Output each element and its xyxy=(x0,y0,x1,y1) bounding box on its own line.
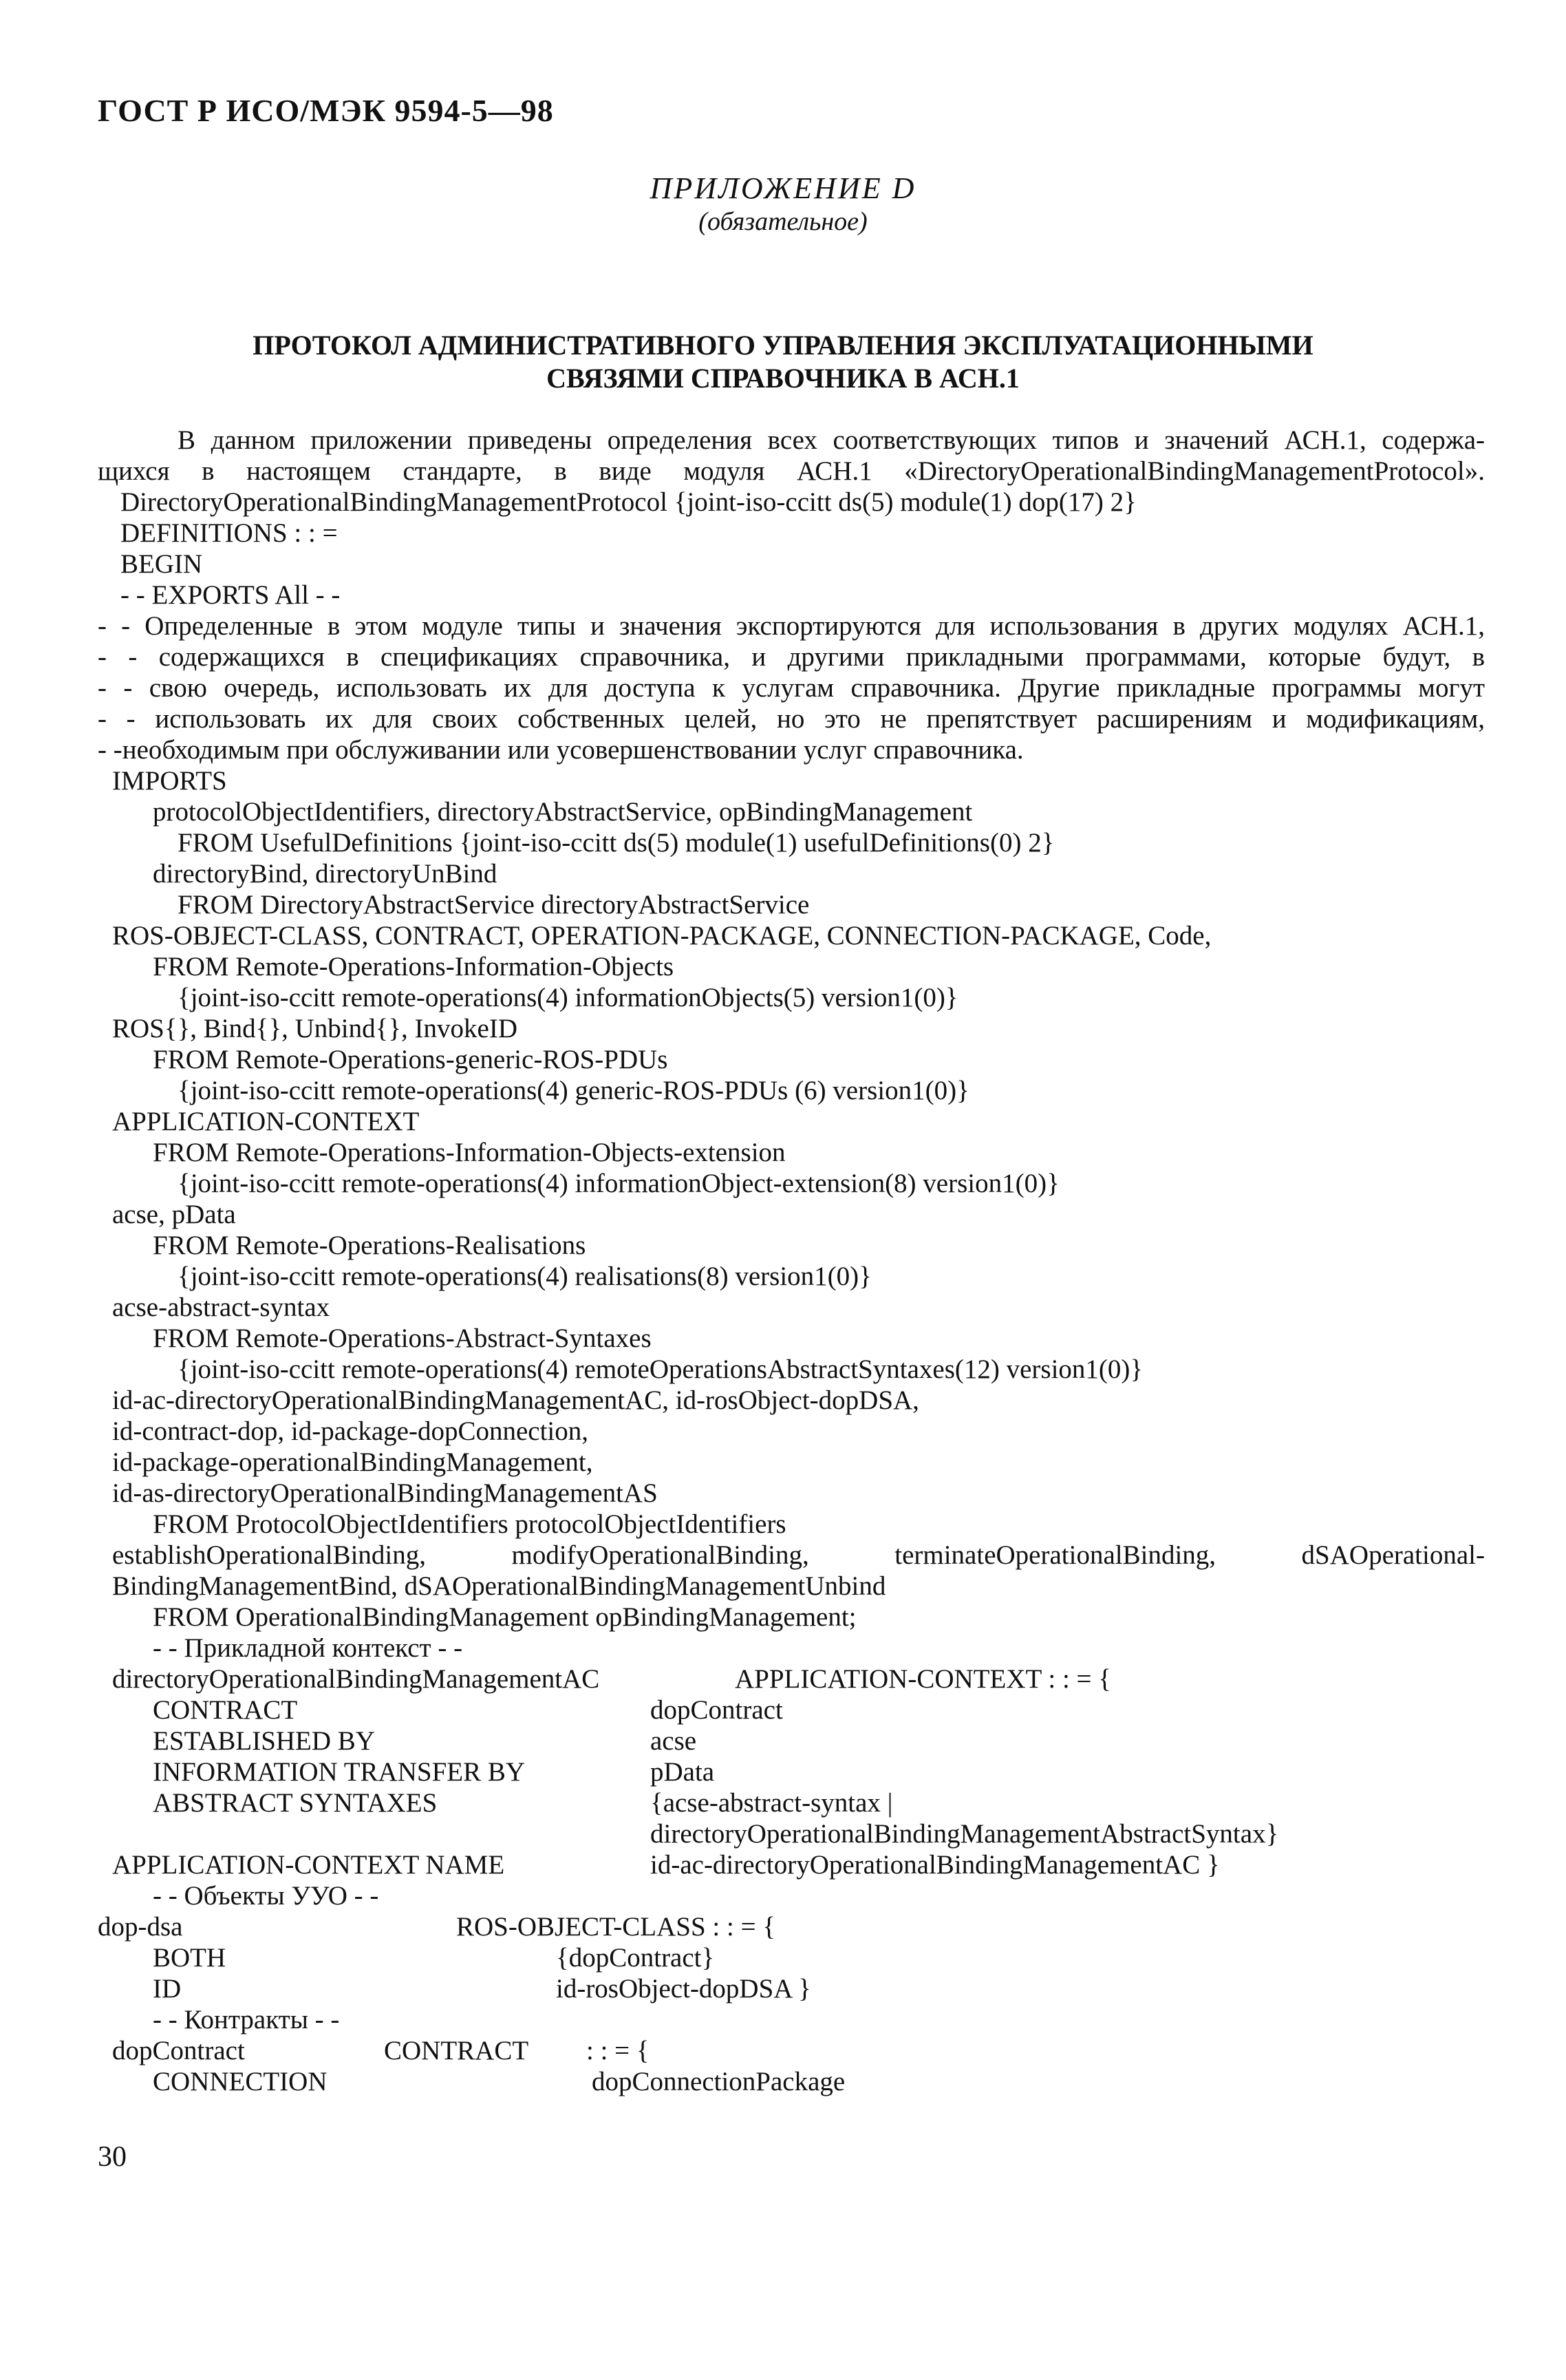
field-value: {dopContract} xyxy=(556,1943,715,1973)
module-header: DirectoryOperationalBindingManagementProtocol {joint-iso-ccitt ds(5) module(1) dop(17) 2} xyxy=(120,487,1137,517)
appendix-status: (обязательное) xyxy=(698,207,868,236)
app-context-name: directoryOperationalBindingManagementAC xyxy=(112,1664,600,1694)
comment-line-2: - - содержащихся в спецификациях справочника, и другими прикладными программами, которые будут, в xyxy=(98,642,1485,672)
code-line: {joint-iso-ccitt remote-operations(4) remoteOperationsAbstractSyntaxes(12) version1(0)} xyxy=(178,1354,1144,1384)
definitions-line: DEFINITIONS : : = xyxy=(120,518,338,548)
imports-line: IMPORTS xyxy=(112,766,227,796)
field-value-continuation: directoryOperationalBindingManagementAbstractSyntax} xyxy=(650,1819,1279,1849)
code-line: BindingManagementBind, dSAOperationalBindingManagementUnbind xyxy=(112,1571,886,1601)
code-line: FROM UsefulDefinitions {joint-iso-ccitt ds(5) module(1) usefulDefinitions(0) 2} xyxy=(178,828,1055,858)
field-key: APPLICATION-CONTEXT NAME xyxy=(112,1850,505,1880)
comment-line-3: - - свою очередь, использовать их для доступа к услугам справочника. Другие прикладные программы могут xyxy=(98,673,1485,703)
field-value: id-rosObject-dopDSA } xyxy=(556,1974,811,2004)
title-line-1: ПРОТОКОЛ АДМИНИСТРАТИВНОГО УПРАВЛЕНИЯ ЭКСПЛУАТАЦИОННЫМИ xyxy=(253,330,1313,361)
app-context-assign: APPLICATION-CONTEXT : : = { xyxy=(735,1664,1111,1694)
comment-objects: - - Объекты УУО - - xyxy=(153,1881,379,1911)
appendix-label: ПРИЛОЖЕНИЕ D xyxy=(650,171,916,205)
object-name: dop-dsa xyxy=(98,1912,183,1942)
comment-contracts: - - Контракты - - xyxy=(153,2005,340,2034)
code-line: FROM DirectoryAbstractService directoryAbstractService xyxy=(178,890,810,920)
field-key: ID xyxy=(153,1974,182,2004)
field-key: BOTH xyxy=(153,1943,226,1973)
comment-app-context: - - Прикладной контекст - - xyxy=(153,1633,463,1663)
code-line: directoryBind, directoryUnBind xyxy=(153,859,497,889)
title-line-2: СВЯЗЯМИ СПРАВОЧНИКА В АСН.1 xyxy=(546,363,1020,394)
comment-line-5: - -необходимым при обслуживании или усовершенствовании услуг справочника. xyxy=(98,735,1024,765)
code-line: protocolObjectIdentifiers, directoryAbstractService, opBindingManagement xyxy=(153,797,973,827)
field-value: {acse-abstract-syntax | xyxy=(650,1788,893,1818)
contract-assign: : : = { xyxy=(586,2036,650,2065)
code-line: FROM ProtocolObjectIdentifiers protocolObjectIdentifiers xyxy=(153,1509,786,1539)
code-line: id-as-directoryOperationalBindingManagementAS xyxy=(112,1478,658,1508)
field-key: INFORMATION TRANSFER BY xyxy=(153,1757,526,1787)
field-value: id-ac-directoryOperationalBindingManagementAC } xyxy=(650,1850,1220,1880)
page-number: 30 xyxy=(98,2141,127,2173)
field-key: CONTRACT xyxy=(153,1695,298,1725)
code-line: {joint-iso-ccitt remote-operations(4) informationObjects(5) version1(0)} xyxy=(178,983,958,1012)
exports-line: - - EXPORTS All - - xyxy=(120,580,341,610)
code-line: ROS-OBJECT-CLASS, CONTRACT, OPERATION-PACKAGE, CONNECTION-PACKAGE, Code, xyxy=(112,921,1212,950)
code-line: FROM Remote-Operations-Information-Objects xyxy=(153,952,674,981)
contract-type: CONTRACT xyxy=(384,2036,529,2065)
document-code: ГОСТ Р ИСО/МЭК 9594-5—98 xyxy=(98,93,554,128)
code-line: {joint-iso-ccitt remote-operations(4) informationObject-extension(8) version1(0)} xyxy=(178,1169,1060,1198)
code-line: FROM Remote-Operations-generic-ROS-PDUs xyxy=(153,1045,668,1074)
object-assign: ROS-OBJECT-CLASS : : = { xyxy=(456,1912,776,1942)
intro-line-1: В данном приложении приведены определения всех соответствующих типов и значений АСН.1, содержа- xyxy=(178,425,1485,455)
field-value: dopContract xyxy=(650,1695,783,1725)
field-key: ABSTRACT SYNTAXES xyxy=(153,1788,438,1818)
intro-line-2: щихся в настоящем стандарте, в виде модуля АСН.1 «DirectoryOperationalBindingManagementProtocol». xyxy=(98,456,1485,486)
field-key: ESTABLISHED BY xyxy=(153,1726,375,1756)
code-line: FROM Remote-Operations-Realisations xyxy=(153,1231,586,1260)
field-value: acse xyxy=(650,1726,697,1756)
code-line: establishOperationalBinding, modifyOperationalBinding, terminateOperationalBinding, dSAOperational- xyxy=(112,1540,1485,1570)
code-line: acse-abstract-syntax xyxy=(112,1293,330,1322)
contract-name: dopContract xyxy=(112,2036,245,2065)
code-line: id-package-operationalBindingManagement, xyxy=(112,1447,593,1477)
field-value: dopConnectionPackage xyxy=(592,2067,846,2096)
comment-line-1: - - Определенные в этом модуле типы и значения экспортируются для использования в других модулях АСН.1, xyxy=(98,611,1485,641)
field-value: pData xyxy=(650,1757,715,1787)
code-line: FROM Remote-Operations-Abstract-Syntaxes xyxy=(153,1324,652,1353)
code-line: FROM Remote-Operations-Information-Objects-extension xyxy=(153,1138,786,1167)
code-line: {joint-iso-ccitt remote-operations(4) realisations(8) version1(0)} xyxy=(178,1262,872,1291)
begin-line: BEGIN xyxy=(120,549,203,579)
code-line: id-contract-dop, id-package-dopConnection, xyxy=(112,1416,589,1446)
field-key: CONNECTION xyxy=(153,2067,328,2096)
comment-line-4: - - использовать их для своих собственных целей, но это не препятствует расширениям и модификациям, xyxy=(98,704,1485,734)
code-line: id-ac-directoryOperationalBindingManagementAC, id-rosObject-dopDSA, xyxy=(112,1385,919,1415)
code-line: {joint-iso-ccitt remote-operations(4) generic-ROS-PDUs (6) version1(0)} xyxy=(178,1076,969,1105)
code-line: ROS{}, Bind{}, Unbind{}, InvokeID xyxy=(112,1014,517,1043)
code-line: acse, pData xyxy=(112,1200,236,1229)
code-line: FROM OperationalBindingManagement opBindingManagement; xyxy=(153,1602,857,1632)
code-line: APPLICATION-CONTEXT xyxy=(112,1107,420,1136)
